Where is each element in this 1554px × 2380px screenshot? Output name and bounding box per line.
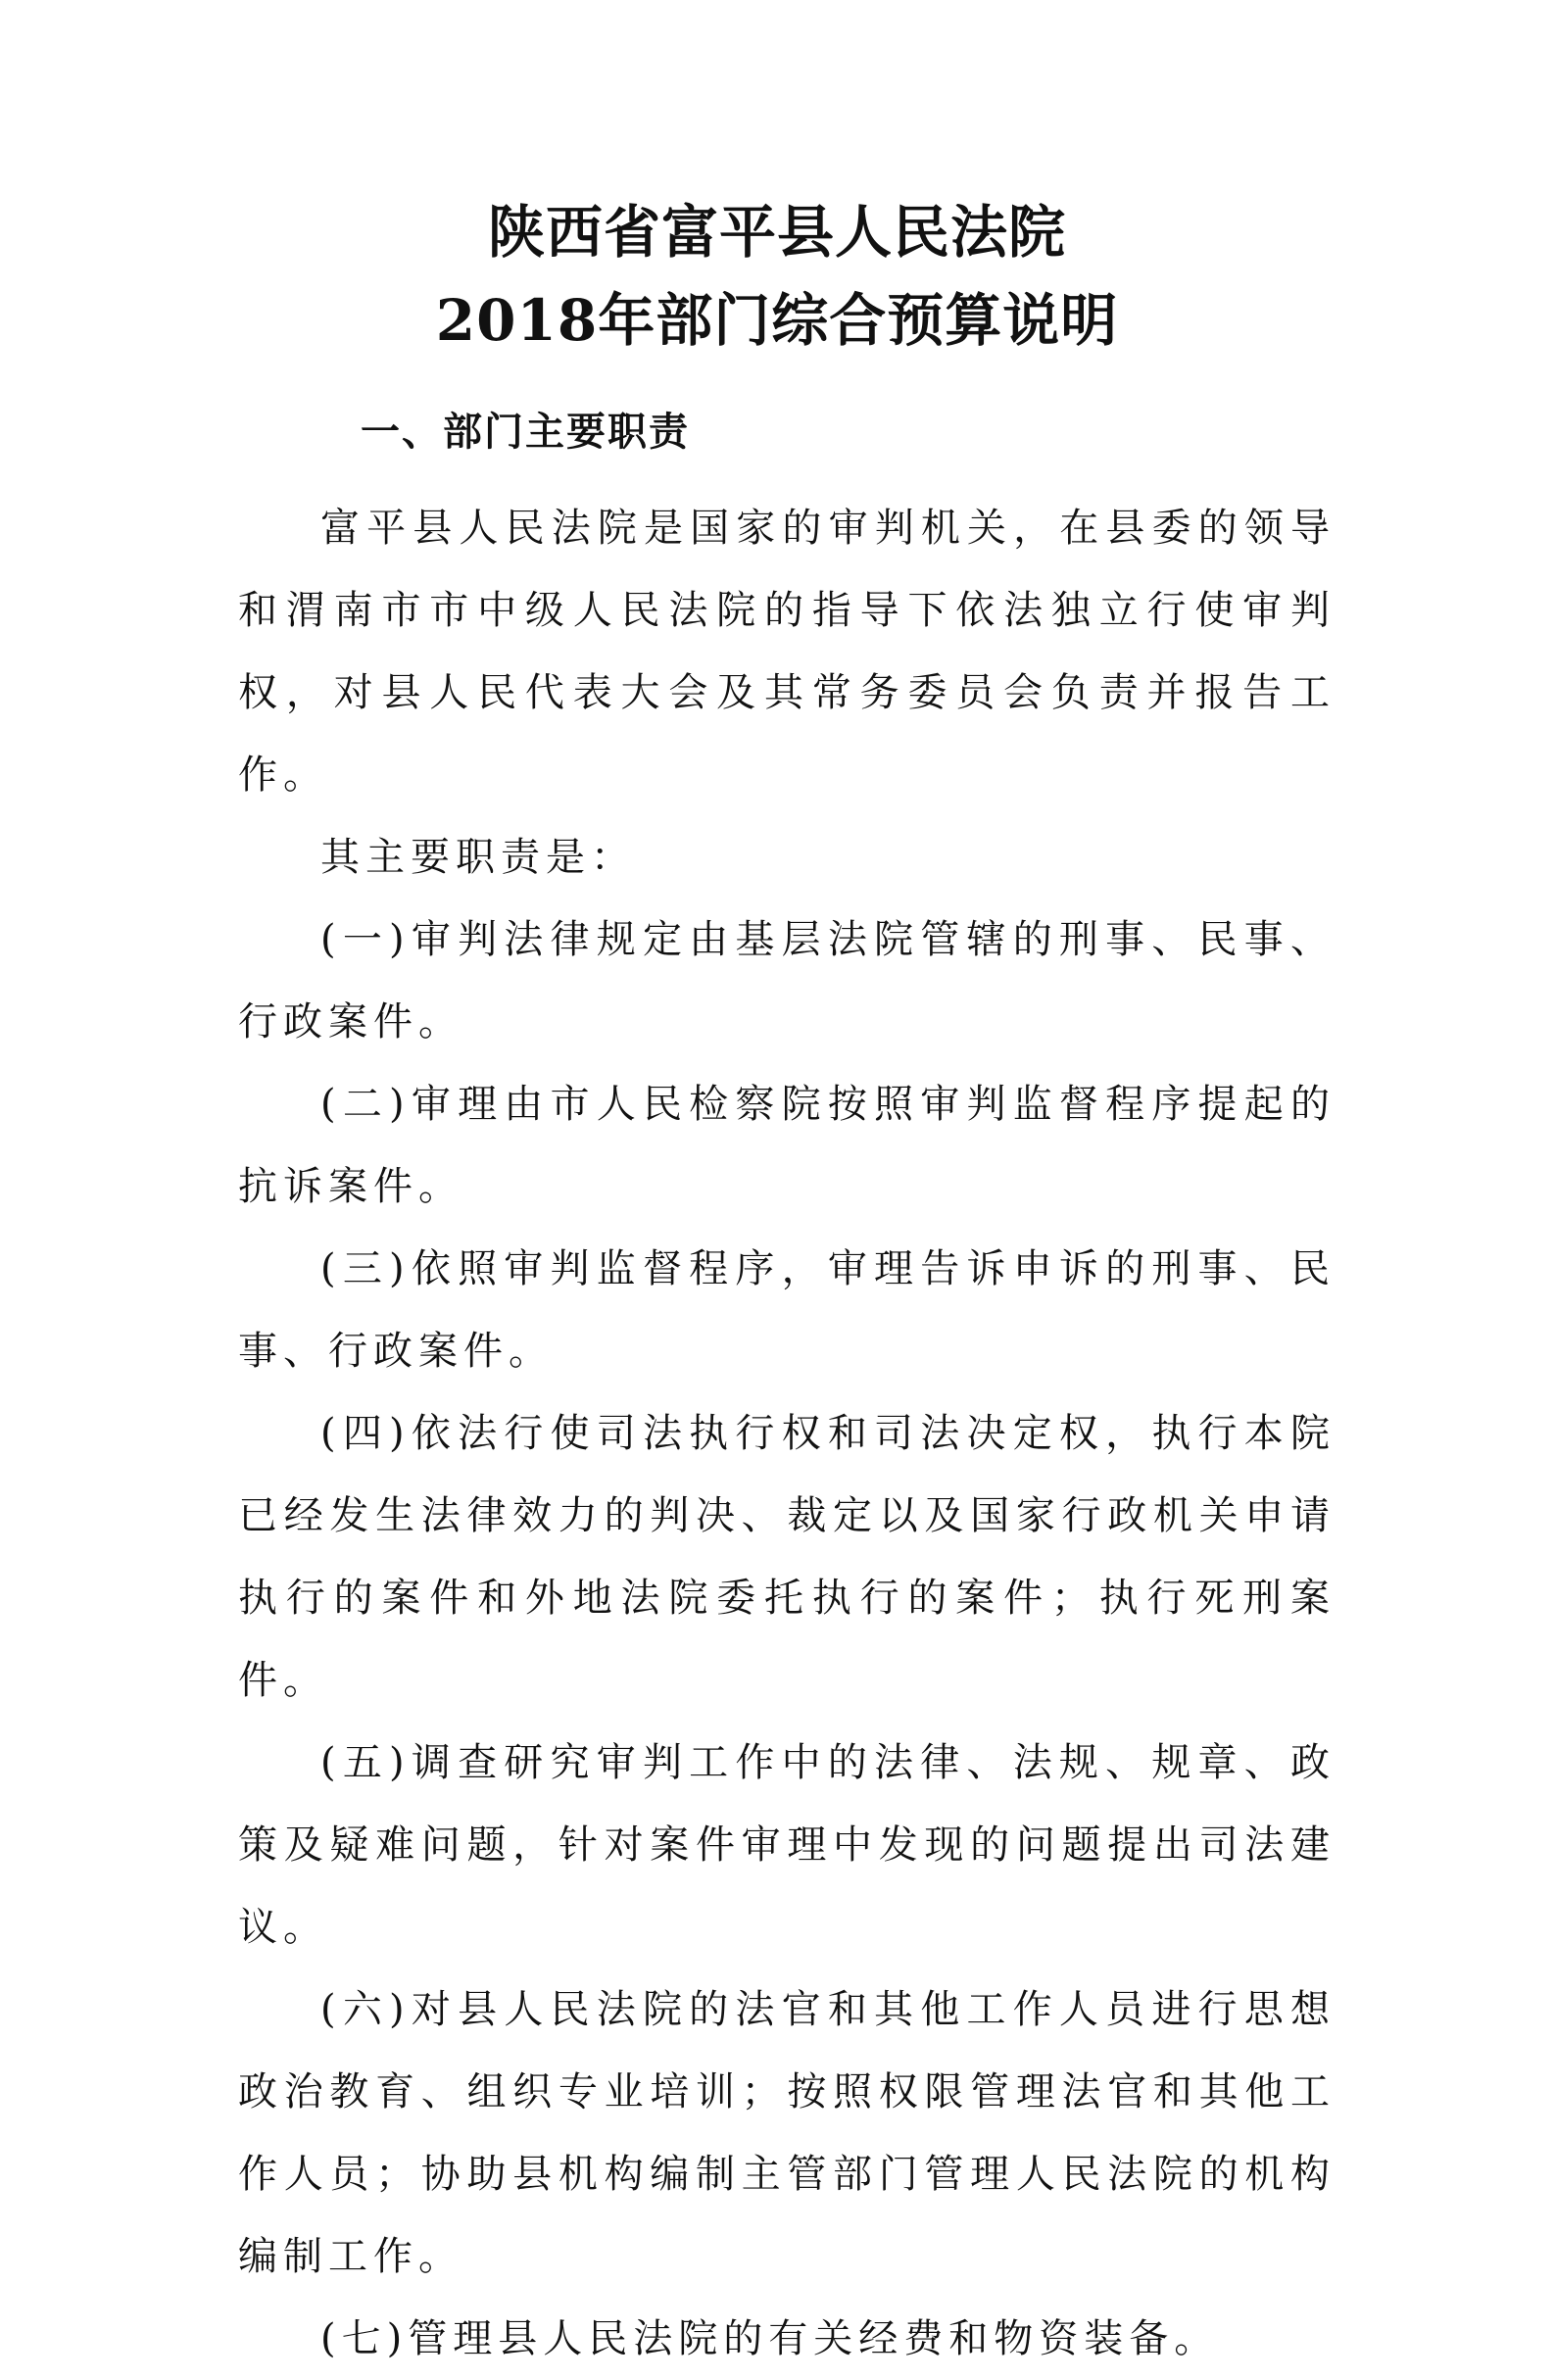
paragraph-duty-1: (一)审判法律规定由基层法院管辖的刑事、民事、行政案件。 [238,917,1335,1044]
document-title-line1: 陕西省富平县人民法院 [487,199,1066,266]
paragraph-duty-3: (三)依照审判监督程序，审理告诉申诉的刑事、民事、行政案件。 [238,1246,1335,1374]
paragraph-duty-5: (五)调查研究审判工作中的法律、法规、规章、政策及疑难问题，针对案件审理中发现的问题提出司法建议。 [238,1740,1335,1950]
paragraph-duty-2: (二)审理由市人民检察院按照审判监督程序提起的抗诉案件。 [238,1082,1335,1209]
paragraph-duty-4: (四)依法行使司法执行权和司法决定权，执行本院已经发生法律效力的判决、裁定以及国家行政机关申请执行的案件和外地法院委托执行的案件；执行死刑案件。 [238,1411,1335,1703]
paragraph-duty-7: (七)管理县人民法院的有关经费和物资装备。 [320,2316,1220,2361]
paragraph-duty-6: (六)对县人民法院的法官和其他工作人员进行思想政治教育、组织专业培训；按照权限管理法官和其他工作人员；协助县机构编制主管部门管理人民法院的机构编制工作。 [238,1987,1335,2279]
section-heading: 一、部门主要职责 [361,410,690,455]
document-body [238,487,1335,2380]
paragraph-intro: 富平县人民法院是国家的审判机关，在县委的领导和渭南市市中级人民法院的指导下依法独立行使审判权，对县人民代表大会及其常务委员会负责并报告工作。 [238,506,1335,798]
document-title-line2: 2018年部门综合预算说明 [435,287,1119,354]
paragraph-duties-lead: 其主要职责是： [320,835,636,880]
